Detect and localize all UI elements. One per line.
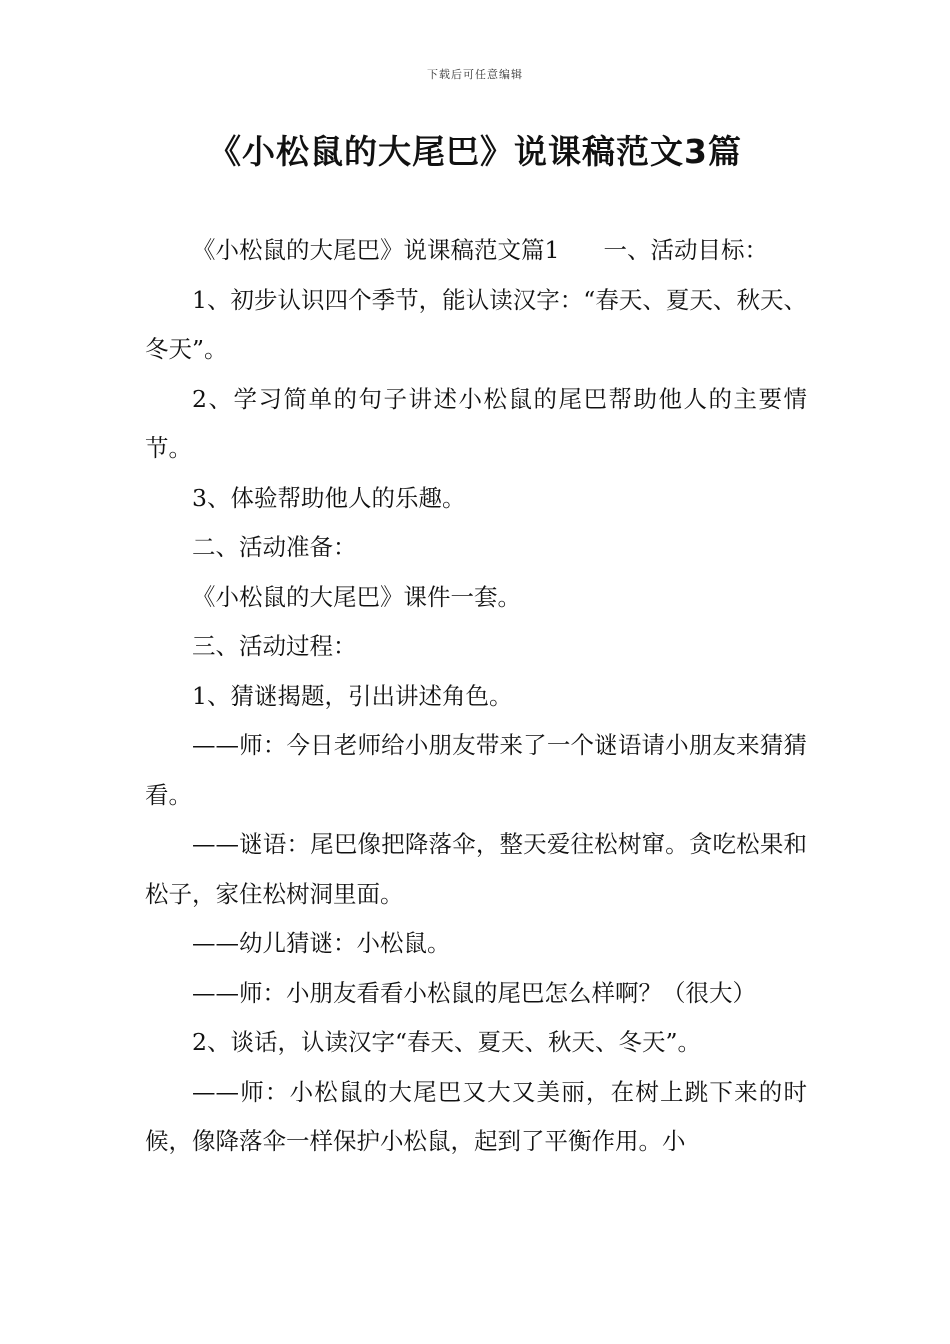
paragraph: 1、初步认识四个季节，能认读汉字：“春天、夏天、秋天、冬天”。 [145, 285, 807, 363]
paragraph: 1、猜谜揭题，引出讲述角色。 [192, 681, 513, 710]
paragraph: ——谜语：尾巴像把降落伞，整天爱往松树窜。贪吃松果和松子，家住松树洞里面。 [145, 830, 807, 908]
document-body [145, 226, 807, 1167]
paragraph: 2、学习简单的句子讲述小松鼠的尾巴帮助他人的主要情节。 [145, 384, 807, 462]
paragraph: 《小松鼠的大尾巴》课件一套。 [192, 582, 521, 611]
section-heading: 三、活动过程： [192, 632, 357, 660]
paragraph: ——幼儿猜谜：小松鼠。 [192, 929, 451, 957]
paragraph: 3、体验帮助他人的乐趣。 [192, 483, 466, 512]
document-title: 《小松鼠的大尾巴》说课稿范文3篇 [208, 132, 742, 171]
header-note: 下载后可任意编辑 [427, 68, 523, 81]
section-heading: 一、活动目标： [603, 236, 768, 264]
paragraph: ——师：小松鼠的大尾巴又大又美丽，在树上跳下来的时候，像降落伞一样保护小松鼠，起到了平衡作用。小 [145, 1077, 807, 1155]
article-heading: 《小松鼠的大尾巴》说课稿范文篇1 [192, 236, 560, 264]
paragraph: ——师：小朋友看看小松鼠的尾巴怎么样啊？（很大） [192, 978, 756, 1007]
paragraph: ——师：今日老师给小朋友带来了一个谜语请小朋友来猜猜看。 [145, 731, 807, 809]
section-heading: 二、活动准备： [192, 533, 357, 561]
paragraph: 2、谈话，认读汉字“春天、夏天、秋天、冬天”。 [192, 1028, 701, 1056]
paragraph-heading [145, 226, 807, 276]
